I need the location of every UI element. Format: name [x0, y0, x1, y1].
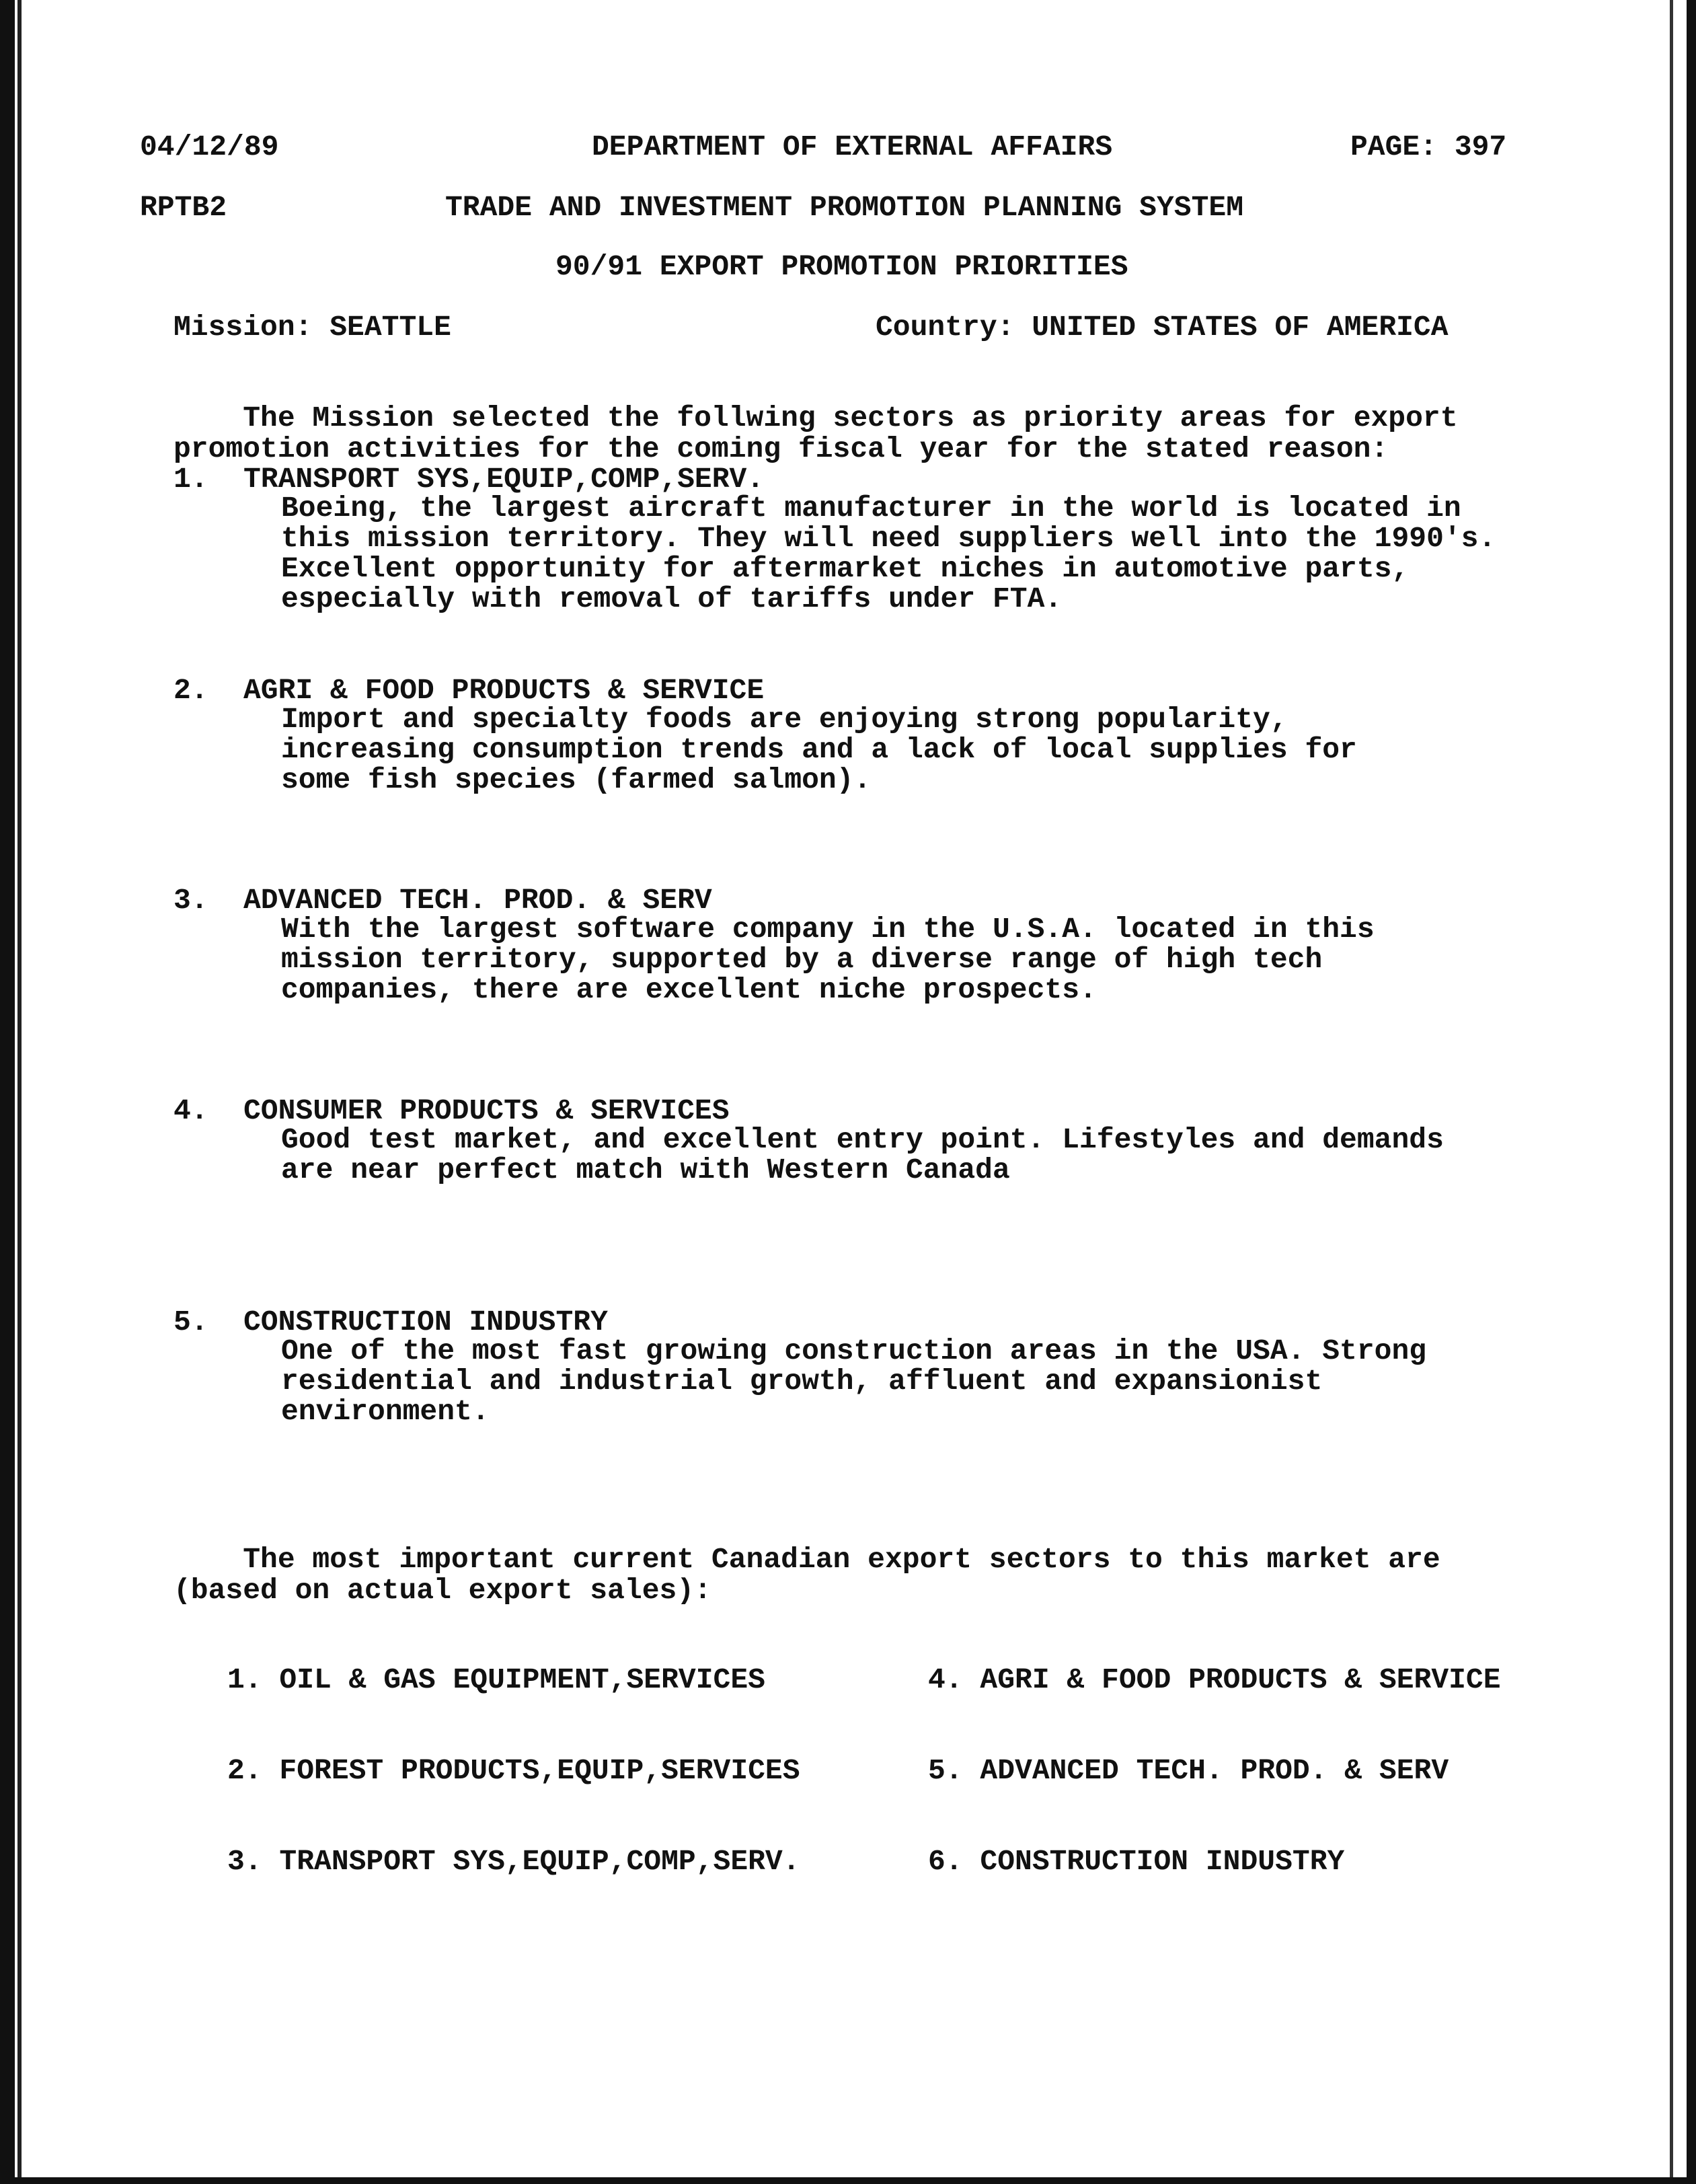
intro-line: promotion activities for the coming fiscal year for the stated reason:: [174, 432, 1389, 465]
scan-edge-bottom: [0, 2177, 1696, 2184]
closing-line: (based on actual export sales):: [174, 1574, 711, 1607]
description-line: increasing consumption trends and a lack of local supplies for: [281, 733, 1357, 766]
header-page-number: PAGE: 397: [1350, 130, 1507, 163]
closing-line: The most important current Canadian export sectors to this market are: [243, 1543, 1440, 1576]
description-line: this mission territory. They will need suppliers well into the 1990's.: [281, 522, 1496, 555]
description-line: One of the most fast growing construction areas in the USA. Strong: [281, 1334, 1427, 1367]
export-sector-item: 4. AGRI & FOOD PRODUCTS & SERVICE: [928, 1663, 1501, 1696]
scan-edge-left: [0, 0, 15, 2184]
sector-description: [281, 914, 1375, 1005]
header-system-name: TRADE AND INVESTMENT PROMOTION PLANNING SYSTEM: [445, 191, 1243, 224]
description-line: With the largest software company in the U.S.A. located in this: [281, 913, 1375, 946]
intro-line: The Mission selected the follwing sectors as priority areas for export: [243, 402, 1458, 435]
sector-title: CONSUMER PRODUCTS & SERVICES: [243, 1094, 730, 1127]
description-line: are near perfect match with Western Canada: [281, 1154, 1010, 1187]
header-department: DEPARTMENT OF EXTERNAL AFFAIRS: [592, 130, 1113, 163]
country-label: Country: UNITED STATES OF AMERICA: [876, 311, 1449, 344]
export-sectors-left-column: [227, 1604, 800, 1937]
description-line: Import and specialty foods are enjoying strong popularity,: [281, 703, 1288, 736]
header-report-code: RPTB2: [140, 191, 227, 224]
sector-number: 2.: [174, 674, 208, 707]
sector-number: 4.: [174, 1094, 208, 1127]
export-sector-item: 3. TRANSPORT SYS,EQUIP,COMP,SERV.: [227, 1845, 800, 1878]
scan-edge-right-inner: [1670, 0, 1673, 2184]
sector-number: 5.: [174, 1306, 208, 1339]
sector-title: ADVANCED TECH. PROD. & SERV: [243, 884, 712, 917]
description-line: some fish species (farmed salmon).: [281, 763, 872, 796]
sector-description: [281, 1336, 1426, 1427]
description-line: environment.: [281, 1395, 490, 1428]
document-title: 90/91 EXPORT PROMOTION PRIORITIES: [555, 250, 1128, 283]
sector-title: CONSTRUCTION INDUSTRY: [243, 1306, 608, 1339]
export-sector-item: 1. OIL & GAS EQUIPMENT,SERVICES: [227, 1663, 765, 1696]
description-line: Excellent opportunity for aftermarket niches in automotive parts,: [281, 552, 1410, 585]
description-line: Good test market, and excellent entry point. Lifestyles and demands: [281, 1123, 1444, 1156]
description-line: Boeing, the largest aircraft manufacturer in the world is located in: [281, 492, 1461, 525]
scan-edge-right: [1687, 0, 1696, 2184]
export-sectors-right-column: [928, 1604, 1501, 1937]
description-line: residential and industrial growth, affluent and expansionist: [281, 1365, 1323, 1398]
export-sector-item: 5. ADVANCED TECH. PROD. & SERV: [928, 1754, 1449, 1787]
export-sector-item: 2. FOREST PRODUCTS,EQUIP,SERVICES: [227, 1754, 800, 1787]
header-date: 04/12/89: [140, 130, 279, 163]
sector-title: AGRI & FOOD PRODUCTS & SERVICE: [243, 674, 765, 707]
mission-label: Mission: SEATTLE: [174, 311, 451, 344]
description-line: especially with removal of tariffs under FTA.: [281, 582, 1063, 615]
description-line: companies, there are excellent niche prospects.: [281, 973, 1097, 1006]
sector-description: [281, 704, 1357, 795]
sector-number: 3.: [174, 884, 208, 917]
export-sector-item: 6. CONSTRUCTION INDUSTRY: [928, 1845, 1345, 1878]
sector-number: 1.: [174, 463, 208, 496]
sector-title: TRANSPORT SYS,EQUIP,COMP,SERV.: [243, 463, 765, 496]
sector-description: [281, 1125, 1444, 1185]
sector-description: [281, 493, 1496, 614]
description-line: mission territory, supported by a diverse range of high tech: [281, 943, 1323, 976]
